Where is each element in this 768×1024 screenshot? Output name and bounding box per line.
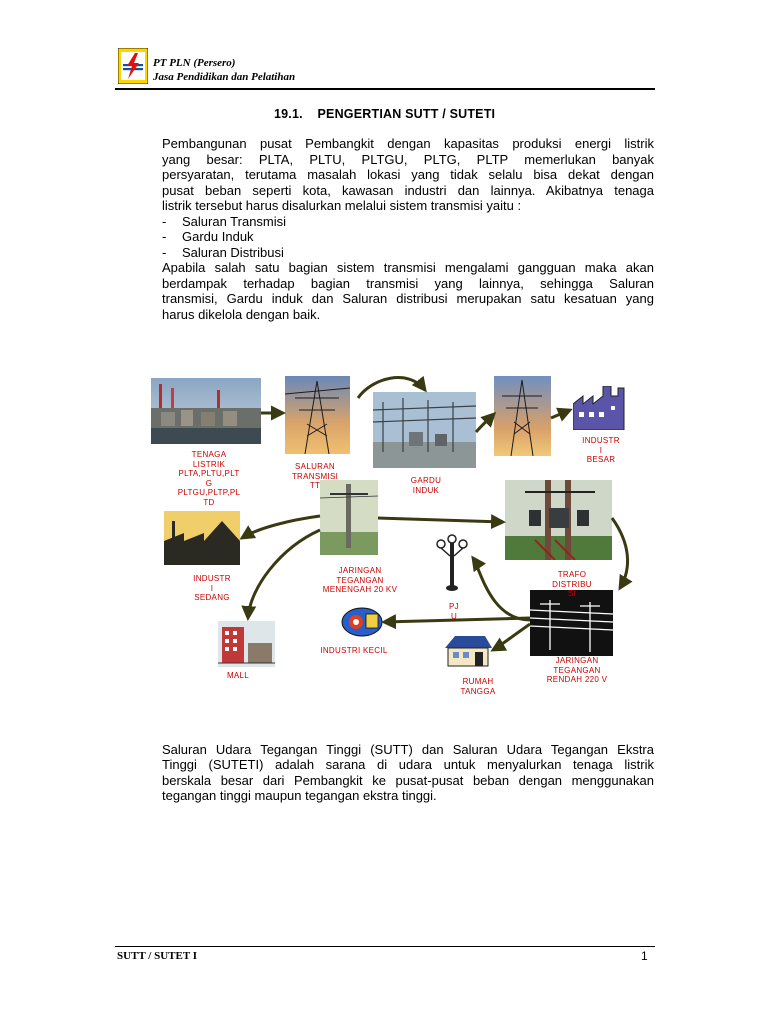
closing-line: tegangan tinggi maupun tegangan ekstra tinggi. (162, 788, 437, 803)
caption-industri-sedang: INDUSTR I SEDANG (193, 574, 231, 602)
intro-line: yang besar: PLTA, PLTU, PLTGU, PLTG, PLTP memerlukan banyak (162, 152, 654, 167)
caption-gardu-induk: GARDU INDUK (410, 476, 442, 495)
intro-line: persyaratan, terutama masalah lokasi yang tidak selalu bisa dekat dengan (162, 167, 654, 182)
caption-jaringan-rendah: JARINGAN TEGANGAN RENDAH 220 V (546, 656, 608, 684)
body-line: harus dikelola dengan baik. (162, 307, 321, 322)
company-subtitle: Jasa Pendidikan dan Pelatihan (153, 71, 296, 83)
list-item: - Saluran Distribusi (162, 245, 284, 260)
pln-logo (118, 48, 148, 84)
closing-line: berskala besar dari Pembangkit ke pusat-pusat beban dengan menggunakan (162, 773, 654, 788)
header-divider (115, 88, 655, 90)
intro-line: Pembangunan pusat Pembangkit dengan kapasitas produksi energi listrik (162, 136, 654, 151)
caption-trafo-distribusi: TRAFO DISTRIBU SI (552, 570, 592, 598)
caption-industri-kecil: INDUSTRI KECIL (320, 646, 388, 655)
caption-rumah-tangga: RUMAH TANGGA (460, 677, 496, 696)
list-item: - Gardu Induk (162, 229, 254, 244)
closing-line: Tinggi (SUTETI) adalah sarana di udara untuk menyalurkan tenaga listrik (162, 757, 654, 772)
footer-document-title: SUTT / SUTET I (117, 950, 197, 962)
section-title: 19.1. PENGERTIAN SUTT / SUTETI (274, 107, 496, 121)
closing-line: Saluran Udara Tegangan Tinggi (SUTT) dan Saluran Udara Tegangan Ekstra (162, 742, 654, 757)
caption-mall: MALL (226, 671, 250, 680)
page-number: 1 (641, 949, 648, 963)
caption-pju: PJ U (449, 602, 459, 621)
footer-divider (115, 946, 655, 947)
body-line: transmisi, Gardu induk dan Saluran distribusi merupakan satu kesatuan yang (162, 291, 654, 306)
company-name: PT PLN (Persero) (153, 57, 236, 69)
caption-jaringan-menengah: JARINGAN TEGANGAN MENENGAH 20 KV (322, 566, 398, 594)
caption-industri-besar: INDUSTR I BESAR (582, 436, 620, 464)
body-line: berdampak terhadap bagian transmisi yang lainnya, sehingga Saluran (162, 276, 654, 291)
intro-line: listrik tersebut harus disalurkan melalui sistem transmisi yaitu : (162, 198, 522, 213)
caption-tenaga-listrik: TENAGA LISTRIK PLTA,PLTU,PLT G PLTGU,PLTP,PL TD (177, 450, 241, 507)
transmission-diagram (140, 368, 640, 713)
body-line: Apabila salah satu bagian sistem transmisi mengalami gangguan maka akan (162, 260, 654, 275)
caption-saluran-transmisi: SALURAN TRANSMISI TT (291, 462, 339, 490)
intro-line: pusat beban seperti kota, kawasan industri dan lainnya. Akibatnya tenaga (162, 183, 654, 198)
list-item: - Saluran Transmisi (162, 214, 287, 229)
